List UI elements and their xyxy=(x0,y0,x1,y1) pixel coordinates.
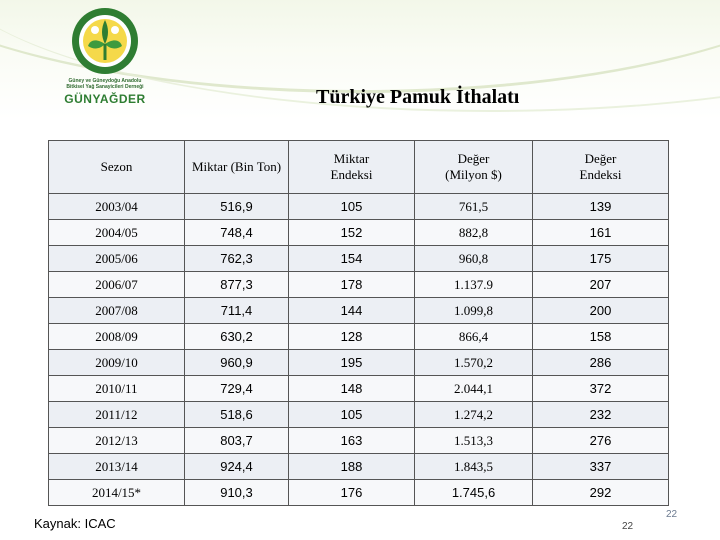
table-header-row xyxy=(49,141,669,194)
cell-deger-endeksi: 158 xyxy=(533,324,669,350)
cell-miktar-endeksi: 195 xyxy=(289,350,415,376)
cell-deger-endeksi: 200 xyxy=(533,298,669,324)
header-deger: Değer (Milyon $) xyxy=(415,141,533,194)
cell-miktar-endeksi: 178 xyxy=(289,272,415,298)
cell-deger: 1.274,2 xyxy=(415,402,533,428)
cell-miktar-endeksi: 148 xyxy=(289,376,415,402)
cell-deger-endeksi: 337 xyxy=(533,454,669,480)
cell-miktar-endeksi: 105 xyxy=(289,194,415,220)
cell-deger: 1.513,3 xyxy=(415,428,533,454)
cell-miktar: 762,3 xyxy=(185,246,289,272)
cell-deger-endeksi: 207 xyxy=(533,272,669,298)
page-number: 22 xyxy=(622,521,634,532)
table-row xyxy=(49,428,669,454)
cell-deger-endeksi: 292 xyxy=(533,480,669,506)
header-miktar-endeksi: Miktar Endeksi xyxy=(289,141,415,194)
source-note: Kaynak: ICAC xyxy=(34,516,116,531)
table-row xyxy=(49,194,669,220)
cell-sezon: 2003/04 xyxy=(49,194,185,220)
import-table xyxy=(48,140,669,506)
table-row xyxy=(49,298,669,324)
cell-miktar: 630,2 xyxy=(185,324,289,350)
cell-miktar: 877,3 xyxy=(185,272,289,298)
cell-miktar-endeksi: 144 xyxy=(289,298,415,324)
cell-miktar: 729,4 xyxy=(185,376,289,402)
table-row xyxy=(49,272,669,298)
cell-miktar: 910,3 xyxy=(185,480,289,506)
cell-deger: 866,4 xyxy=(415,324,533,350)
cell-deger: 1.745,6 xyxy=(415,480,533,506)
page-number-corner: 22 xyxy=(666,509,678,520)
cell-miktar: 516,9 xyxy=(185,194,289,220)
header-miktar: Miktar (Bin Ton) xyxy=(185,141,289,194)
table-row xyxy=(49,246,669,272)
cell-deger: 1.843,5 xyxy=(415,454,533,480)
logo-emblem-icon xyxy=(66,6,144,76)
table-row xyxy=(49,454,669,480)
cell-deger: 2.044,1 xyxy=(415,376,533,402)
table-row xyxy=(49,220,669,246)
cell-miktar-endeksi: 176 xyxy=(289,480,415,506)
cell-deger-endeksi: 372 xyxy=(533,376,669,402)
header-sezon: Sezon xyxy=(49,141,185,194)
table-row xyxy=(49,350,669,376)
table-row xyxy=(49,376,669,402)
cell-miktar-endeksi: 128 xyxy=(289,324,415,350)
cell-deger: 1.099,8 xyxy=(415,298,533,324)
cell-sezon: 2007/08 xyxy=(49,298,185,324)
cell-sezon: 2011/12 xyxy=(49,402,185,428)
cell-miktar-endeksi: 152 xyxy=(289,220,415,246)
cell-miktar: 803,7 xyxy=(185,428,289,454)
cell-sezon: 2006/07 xyxy=(49,272,185,298)
cell-deger: 1.570,2 xyxy=(415,350,533,376)
logo xyxy=(50,6,160,112)
cell-deger: 1.137.9 xyxy=(415,272,533,298)
cell-deger: 761,5 xyxy=(415,194,533,220)
header-deger-endeksi: Değer Endeksi xyxy=(533,141,669,194)
cell-miktar: 711,4 xyxy=(185,298,289,324)
cell-miktar-endeksi: 105 xyxy=(289,402,415,428)
cell-miktar-endeksi: 154 xyxy=(289,246,415,272)
cell-deger-endeksi: 139 xyxy=(533,194,669,220)
cell-miktar: 748,4 xyxy=(185,220,289,246)
cell-sezon: 2013/14 xyxy=(49,454,185,480)
cell-sezon: 2014/15* xyxy=(49,480,185,506)
cell-deger-endeksi: 276 xyxy=(533,428,669,454)
cell-deger-endeksi: 175 xyxy=(533,246,669,272)
cell-sezon: 2008/09 xyxy=(49,324,185,350)
cell-deger-endeksi: 286 xyxy=(533,350,669,376)
cell-deger-endeksi: 161 xyxy=(533,220,669,246)
logo-brand: GÜNYAĞDER xyxy=(64,92,146,106)
cell-miktar-endeksi: 188 xyxy=(289,454,415,480)
cell-miktar: 960,9 xyxy=(185,350,289,376)
cell-sezon: 2010/11 xyxy=(49,376,185,402)
cell-sezon: 2005/06 xyxy=(49,246,185,272)
cell-sezon: 2009/10 xyxy=(49,350,185,376)
cell-deger-endeksi: 232 xyxy=(533,402,669,428)
cell-deger: 960,8 xyxy=(415,246,533,272)
cell-deger: 882,8 xyxy=(415,220,533,246)
logo-text: Güney ve Güneydoğu Anadolu xyxy=(68,78,142,84)
cell-miktar: 518,6 xyxy=(185,402,289,428)
page-title: Türkiye Pamuk İthalatı xyxy=(316,86,520,108)
table-row xyxy=(49,402,669,428)
table-row xyxy=(49,324,669,350)
cell-sezon: 2012/13 xyxy=(49,428,185,454)
logo-text: Bitkisel Yağ Sanayicileri Derneği xyxy=(66,84,144,90)
cell-sezon: 2004/05 xyxy=(49,220,185,246)
cell-miktar: 924,4 xyxy=(185,454,289,480)
cell-miktar-endeksi: 163 xyxy=(289,428,415,454)
table-row xyxy=(49,480,669,506)
